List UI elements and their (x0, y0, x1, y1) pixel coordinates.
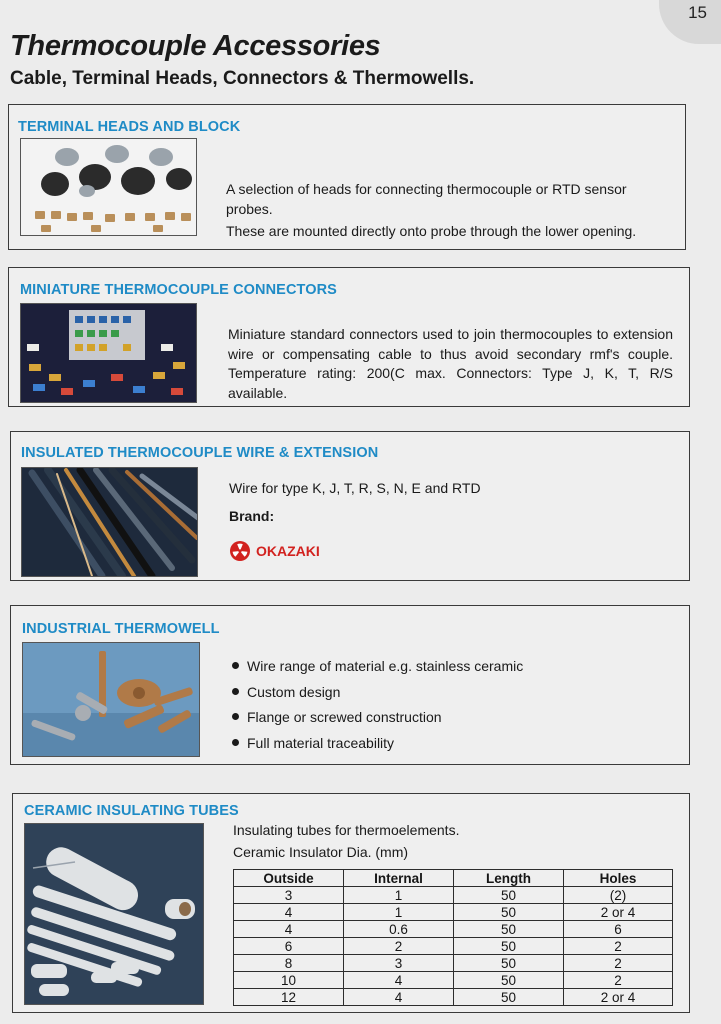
table-cell: 50 (454, 887, 564, 904)
table-cell: 2 (344, 938, 454, 955)
column-header: Holes (564, 870, 673, 887)
connectors-photo (20, 303, 197, 403)
brand-name: OKAZAKI (256, 543, 320, 559)
table-cell: 2 or 4 (564, 989, 673, 1006)
table-cell: 2 (564, 938, 673, 955)
page-number: 15 (688, 3, 707, 22)
ceramic-line-2: Ceramic Insulator Dia. (mm) (233, 844, 409, 860)
section-title-thermowell: INDUSTRIAL THERMOWELL (22, 621, 220, 637)
feature-item-custom: Custom design (232, 682, 672, 708)
table-cell: 6 (564, 921, 673, 938)
page-subtitle: Cable, Terminal Heads, Connectors & Thermowells. (10, 68, 475, 89)
thermowell-photo (22, 642, 200, 757)
table-cell: 10 (234, 972, 344, 989)
terminal-heads-photo (20, 138, 197, 236)
section-title-wire: INSULATED THERMOCOUPLE WIRE & EXTENSION (21, 445, 379, 461)
table-cell: 1 (344, 904, 454, 921)
table-row (234, 972, 673, 989)
section-title-ceramic: CERAMIC INSULATING TUBES (24, 803, 239, 819)
table-cell: 3 (234, 887, 344, 904)
table-cell: 2 (564, 972, 673, 989)
wire-description (229, 478, 669, 562)
ceramic-description (233, 820, 673, 864)
table-cell: 1 (344, 887, 454, 904)
thermowell-description (232, 656, 672, 758)
table-row (234, 955, 673, 972)
page-title: Thermocouple Accessories (10, 30, 381, 62)
table-cell: (2) (564, 887, 673, 904)
table-cell: 3 (344, 955, 454, 972)
terminal-description (226, 179, 674, 243)
feature-item-material: Wire range of material e.g. stainless ceramic (232, 656, 672, 682)
brand-label: Brand: (229, 508, 275, 524)
table-cell: 50 (454, 938, 564, 955)
terminal-line-2: These are mounted directly onto probe through the lower opening. (226, 223, 637, 239)
section-title-connectors: MINIATURE THERMOCOUPLE CONNECTORS (20, 282, 337, 298)
ceramic-tubes-photo (24, 823, 204, 1005)
table-cell: 4 (234, 921, 344, 938)
wire-photo (21, 467, 198, 577)
column-header: Length (454, 870, 564, 887)
connectors-description: Miniature standard connectors used to join thermocouples to extension wire or compensating cable to thus avoid secondary rmf's couple. Temperature rating: 200(C max. Connectors: Type J, K, T, R/S available. (228, 326, 673, 401)
table-row (234, 989, 673, 1006)
feature-item-construction: Flange or screwed construction (232, 707, 672, 733)
table-cell: 50 (454, 904, 564, 921)
table-cell: 50 (454, 989, 564, 1006)
table-cell: 2 or 4 (564, 904, 673, 921)
table-cell: 50 (454, 972, 564, 989)
table-cell: 50 (454, 955, 564, 972)
table-cell: 8 (234, 955, 344, 972)
ceramic-dimensions-table (233, 869, 673, 1006)
feature-item-traceability: Full material traceability (232, 733, 672, 759)
table-row (234, 887, 673, 904)
table-cell: 50 (454, 921, 564, 938)
table-cell: 4 (344, 989, 454, 1006)
wire-types-text: Wire for type K, J, T, R, S, N, E and RTD (229, 480, 481, 496)
table-cell: 6 (234, 938, 344, 955)
thermowell-feature-list (232, 656, 672, 758)
table-cell: 2 (564, 955, 673, 972)
table-cell: 4 (344, 972, 454, 989)
table-cell: 0.6 (344, 921, 454, 938)
table-row (234, 904, 673, 921)
table-header-row (234, 870, 673, 887)
brand-logo (229, 540, 669, 562)
terminal-line-1: A selection of heads for connecting thermocouple or RTD sensor probes. (226, 181, 627, 217)
table-row (234, 921, 673, 938)
ceramic-line-1: Insulating tubes for thermoelements. (233, 822, 460, 838)
table-row (234, 938, 673, 955)
column-header: Internal (344, 870, 454, 887)
column-header: Outside (234, 870, 344, 887)
table-cell: 4 (234, 904, 344, 921)
okazaki-logo-icon (229, 540, 251, 562)
section-title-terminal: TERMINAL HEADS AND BLOCK (18, 119, 241, 135)
table-cell: 12 (234, 989, 344, 1006)
